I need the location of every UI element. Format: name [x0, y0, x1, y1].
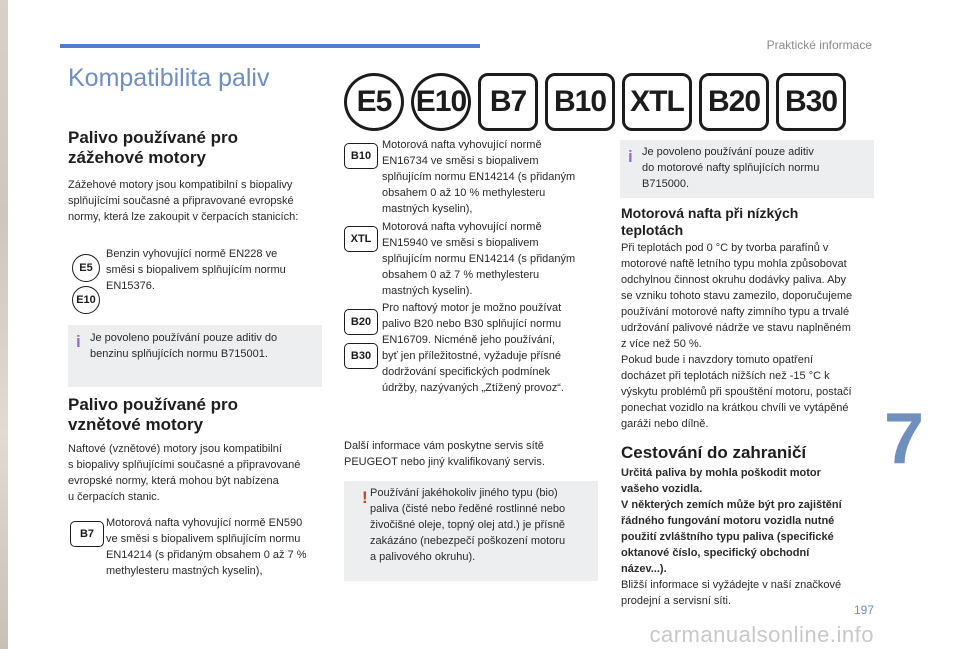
petrol-heading: Palivo používané pro zážehové motory — [68, 128, 239, 167]
warning-icon: ! — [362, 488, 368, 507]
badge-e5: E5 — [344, 73, 404, 131]
diesel-additive-note: i Je povoleno používání pouze aditiv do motorové nafty splňujících normu B715000. — [620, 140, 874, 198]
fuel-warning-box: ! Používání jakéhokoliv jiného typu (bio) paliva (čisté nebo ředěné rostlinné nebo živočišné oleje, topný olej atd.) je přísně zakázáno (nebezpečí poškození motoru a palivového okruhu). — [344, 481, 598, 581]
b7-text: Motorová nafta vyhovující normě EN590 ve směsi s biopalivem splňujícím normu EN14214 (s přidaným obsahem 0 až 7 % methylesteru mastných kyselin), — [106, 517, 307, 577]
watermark: carmanualsonline.info — [649, 622, 874, 647]
icon-e10: E10 — [72, 286, 100, 314]
b20-b30-text: Pro naftový motor je možno používat palivo B20 nebo B30 splňující normu EN16709. Nicméně jeho používání, byť jen příležitostné, vyžaduje přísné dodržování specifických podmínek údržby, nazývaných „Ztížený provoz“. — [382, 302, 564, 394]
icon-b30: B30 — [344, 343, 378, 369]
petrol-intro: Zážehové motory jsou kompatibilní s biopalivy splňujícími současné a připravované evropské normy, která lze zakoupit v čerpacích stanicích: — [68, 179, 299, 223]
icon-b7: B7 — [70, 521, 104, 547]
more-info-text: Další informace vám poskytne servis sítě PEUGEOT nebo jiný kvalifikovaný servis. — [344, 440, 545, 468]
badge-b7: B7 — [478, 73, 538, 131]
diesel-heading: Palivo používané pro vznětové motory — [68, 395, 239, 434]
cold-heading: Motorová nafta při nízkých teplotách — [621, 205, 799, 238]
icon-xtl: XTL — [344, 226, 378, 252]
badge-e10: E10 — [411, 73, 471, 131]
chapter-number: 7 — [883, 399, 924, 479]
badge-b30: B30 — [776, 73, 846, 131]
icon-e5: E5 — [72, 254, 100, 282]
page-edge — [0, 0, 8, 649]
petrol-e-text: Benzin vyhovující normě EN228 ve směsi s biopalivem splňujícím normu EN15376. — [106, 248, 286, 292]
travel-heading: Cestování do zahraničí — [621, 443, 807, 462]
badge-b20: B20 — [699, 73, 769, 131]
info-icon: i — [76, 332, 81, 351]
cold-text: Při teplotách pod 0 °C by tvorba parafínů v motorové naftě letního typu mohla způsobovat odchylnou činnost okruhu dodávky paliva. Aby se vzniku tohoto stavu zamezilo, doporučujeme používání motorové nafty zimního typu a trvalé udržování palivové nádrže ve stavu naplněném z více než 50 %. Pokud bude i navzdory tomuto opatření docházet při teplotách nižších než -15 °C k výskytu problémů při spouštění motoru, postačí ponechat vozidlo na krátkou chvíli ve vytápěné garáži nebo dílně. — [621, 242, 853, 430]
icon-b10: B10 — [344, 143, 378, 169]
icon-b20: B20 — [344, 309, 378, 335]
b10-text: Motorová nafta vyhovující normě EN16734 ve směsi s biopalivem splňujícím normu EN14214 (s přidaným obsahem 0 až 10 % methylesteru mastných kyselin), — [382, 139, 576, 215]
fuel-badge-row — [344, 73, 846, 131]
page-number: 197 — [853, 603, 874, 617]
page-title: Kompatibilita paliv — [68, 64, 270, 92]
travel-text: Určitá paliva by mohla poškodit motor vašeho vozidla. V některých zemích může být pro zajištění řádného fungování motoru vozidla nutné použití zvláštního typu paliva (specifické oktanové číslo, specifický obchodní název...). Bližší informace si vyžádejte v naší značkové prodejní a servisní síti. — [621, 467, 842, 607]
info-icon: i — [628, 147, 633, 166]
badge-xtl: XTL — [622, 73, 692, 131]
header-bar — [60, 44, 480, 48]
petrol-additive-note: i Je povoleno používání pouze aditiv do benzinu splňujících normu B715001. — [68, 325, 322, 387]
diesel-intro: Naftové (vznětové) motory jsou kompatibilní s biopalivy splňujícími současné a připravované evropské normy, která mohou být nabízena u čerpacích stanic. — [68, 443, 301, 503]
xtl-text: Motorová nafta vyhovující normě EN15940 ve směsi s biopalivem splňujícím normu EN14214 (s přidaným obsahem 0 až 7 % methylesteru mastných kyselin). — [382, 221, 576, 297]
badge-b10: B10 — [545, 73, 615, 131]
section-label: Praktické informace — [766, 38, 872, 52]
